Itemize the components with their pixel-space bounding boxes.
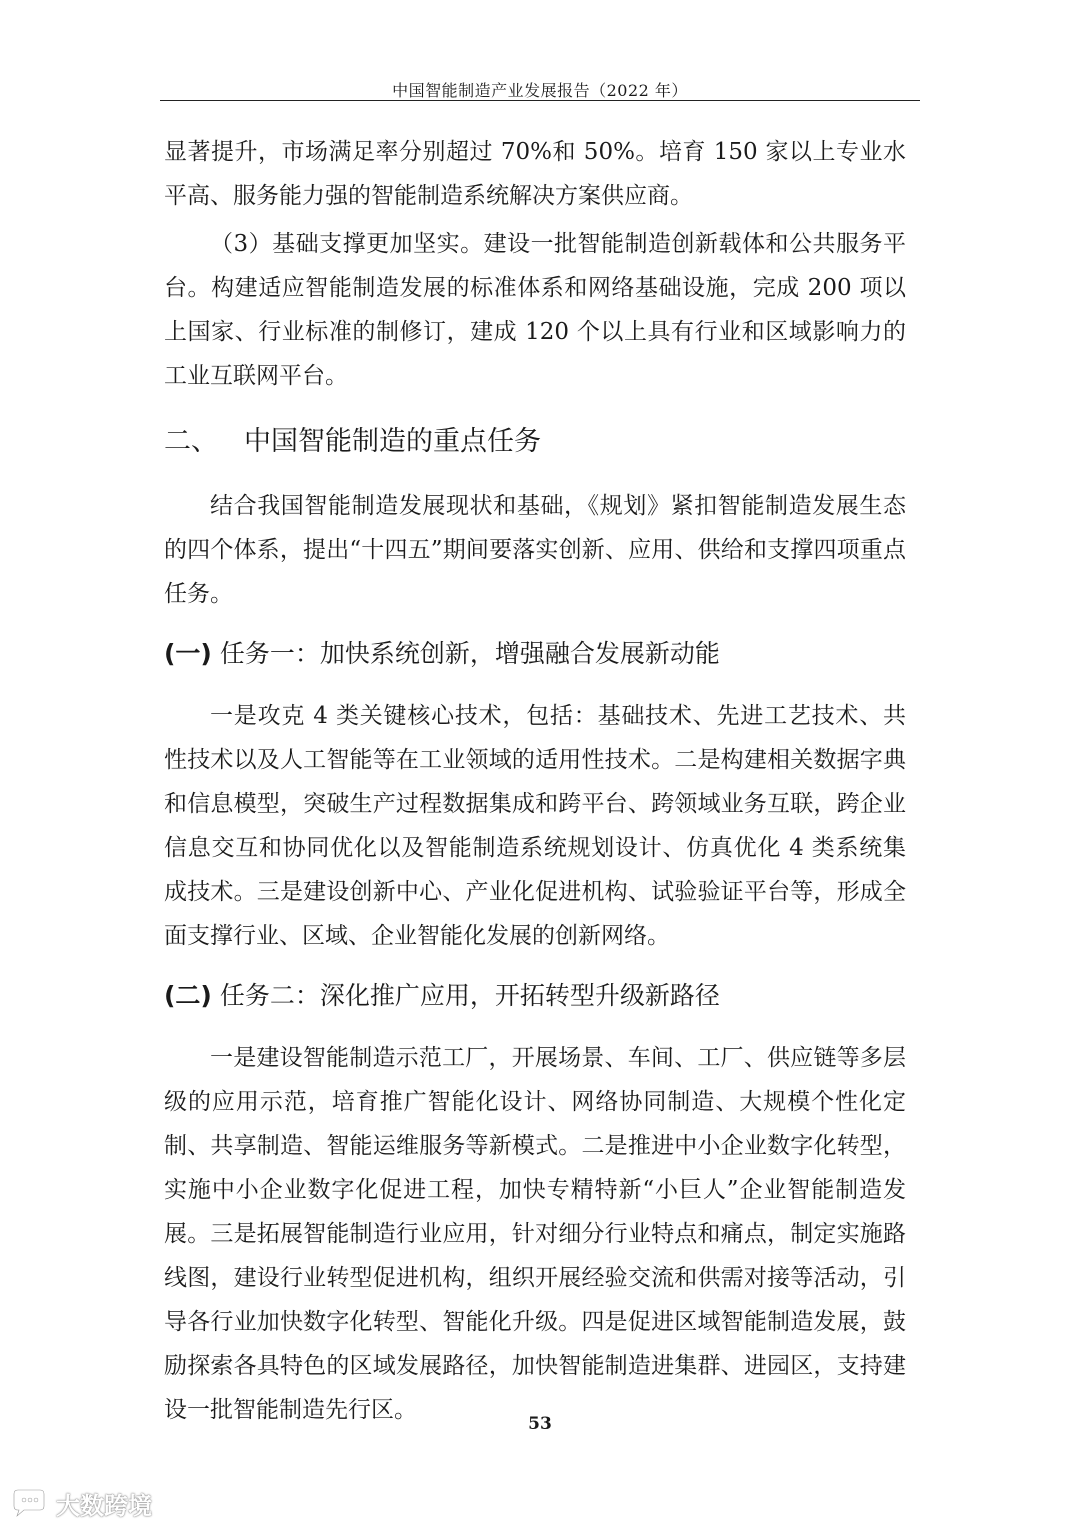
section-number: 二、 (164, 426, 218, 457)
watermark (10, 1486, 152, 1520)
page-content (164, 130, 906, 1432)
header-divider (160, 100, 920, 101)
page-number: 53 (528, 1414, 552, 1434)
task1-title: 任务一：加快系统创新，增强融合发展新动能 (219, 639, 720, 668)
task2-number: (二) (164, 981, 212, 1010)
task1-body: 一是攻克 4 类关键核心技术，包括：基础技术、先进工艺技术、共性技术以及人工智能等在工业领域的适用性技术。二是构建相关数据字典和信息模型，突破生产过程数据集成和跨平台、跨领域业务互联，跨企业信息交互和协同优化以及智能制造系统规划设计、仿真优化 4 类系统集成技术。三是建设创新中心、产业化促进机构、试验验证平台等，形成全面支撑行业、区域、企业智能化发展的创新网络。 (164, 703, 906, 949)
watermark-text: 大数跨境 (56, 1491, 152, 1520)
paragraph-continued: 显著提升，市场满足率分别超过 70%和 50%。培育 150 家以上专业水平高、服务能力强的智能制造系统解决方案供应商。 (164, 139, 906, 209)
section-title: 中国智能制造的重点任务 (244, 426, 541, 457)
section-intro: 结合我国智能制造发展现状和基础，《规划》紧扣智能制造发展生态的四个体系，提出“十四五”期间要落实创新、应用、供给和支撑四项重点任务。 (164, 493, 906, 607)
task2-heading (164, 958, 906, 1036)
section-heading (164, 398, 906, 484)
task2-body: 一是建设智能制造示范工厂，开展场景、车间、工厂、供应链等多层级的应用示范，培育推广智能化设计、网络协同制造、大规模个性化定制、共享制造、智能运维服务等新模式。二是推进中小企业数字化转型，实施中小企业数字化促进工程，加快专精特新“小巨人”企业智能制造发展。三是拓展智能制造行业应用，针对细分行业特点和痛点，制定实施路线图，建设行业转型促进机构，组织开展经验交流和供需对接等活动，引导各行业加快数字化转型、智能化升级。四是促进区域智能制造发展，鼓励探索各具特色的区域发展路径，加快智能制造进集群、进园区，支持建设一批智能制造先行区。 (164, 1045, 906, 1423)
task1-number: (一) (164, 639, 212, 668)
task2-title: 任务二：深化推广应用，开拓转型升级新路径 (219, 981, 720, 1010)
running-header: 中国智能制造产业发展报告（2022 年） (392, 81, 688, 100)
task1-heading (164, 616, 906, 694)
chat-bubble-logo-icon (10, 1488, 50, 1518)
paragraph-infrastructure: （3）基础支撑更加坚实。建设一批智能制造创新载体和公共服务平台。构建适应智能制造发展的标准体系和网络基础设施，完成 200 项以上国家、行业标准的制修订，建成 120 个以上具有行业和区域影响力的工业互联网平台。 (164, 231, 906, 389)
